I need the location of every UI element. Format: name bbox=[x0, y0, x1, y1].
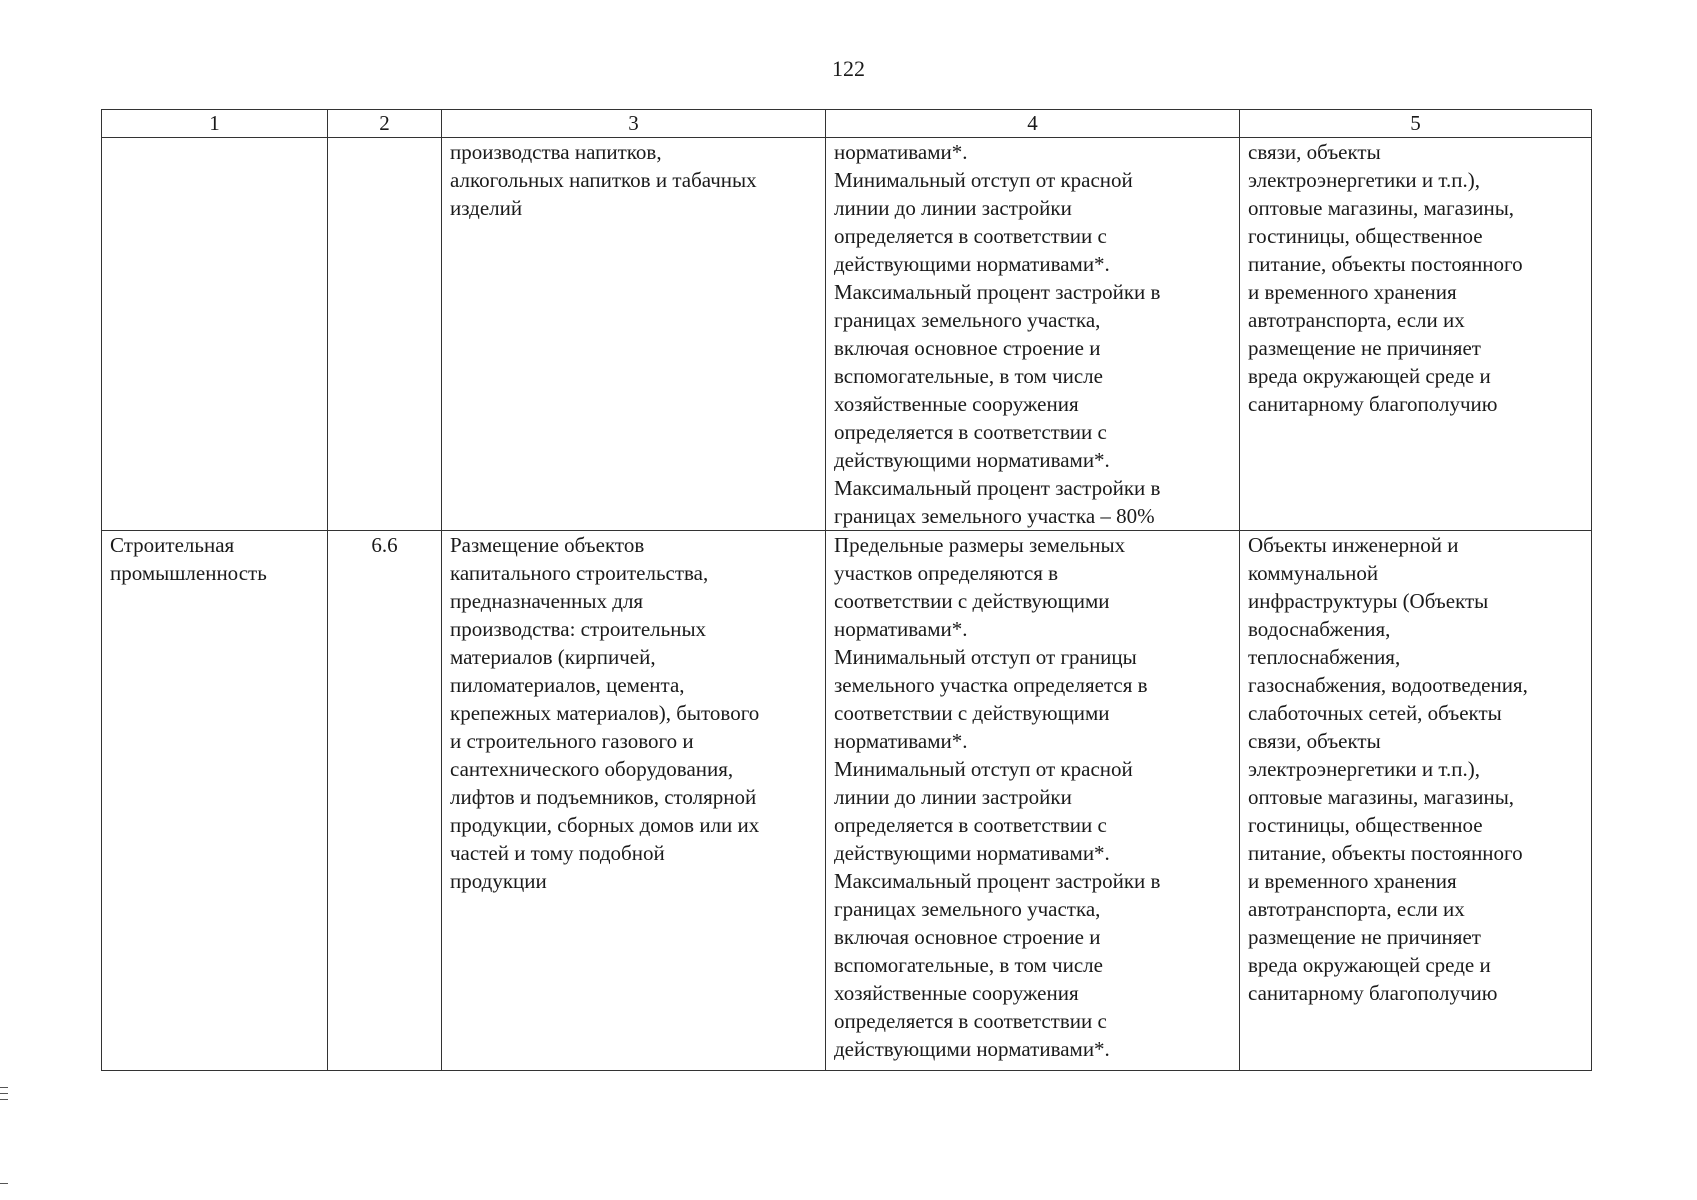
auxiliary-uses-cell: Объекты инженерной и коммунальной инфраструктуры (Объекты водоснабжения, теплоснабжения, газоснабжения, водоотведения, слаботочных сетей, объекты связи, объекты электроэнергетики и т.п.), оптовые магазины, магазины, гостиницы, общественное питание, объекты постоянного и временного хранения автотранспорта, если их размещение не причиняет вреда окружающей среде и санитарному благополучию bbox=[1240, 531, 1592, 1071]
land-use-code-cell: 6.6 bbox=[328, 531, 442, 1071]
land-use-description-cell: производства напитков, алкогольных напитков и табачных изделий bbox=[442, 138, 826, 531]
table-row bbox=[102, 138, 1592, 531]
land-use-description-cell: Размещение объектов капитального строительства, предназначенных для производства: строительных материалов (кирпичей, пиломатериалов, цемента, крепежных материалов), бытового и строительного газового и сантехнического оборудования, лифтов и подъемников, столярной продукции, сборных домов или их частей и тому подобной продукции bbox=[442, 531, 826, 1071]
land-use-code-cell bbox=[328, 138, 442, 531]
page-number: 122 bbox=[832, 56, 865, 81]
table-header-row bbox=[102, 110, 1592, 138]
scan-edge-mark bbox=[0, 1093, 8, 1094]
scan-edge-mark bbox=[0, 1099, 8, 1100]
auxiliary-uses-cell: связи, объекты электроэнергетики и т.п.), оптовые магазины, магазины, гостиницы, общественное питание, объекты постоянного и временного хранения автотранспорта, если их размещение не причиняет вреда окружающей среде и санитарному благополучию bbox=[1240, 138, 1592, 531]
column-header: 1 bbox=[102, 110, 328, 138]
column-header: 2 bbox=[328, 110, 442, 138]
land-use-name-cell bbox=[102, 138, 328, 531]
column-header: 5 bbox=[1240, 110, 1592, 138]
column-header: 3 bbox=[442, 110, 826, 138]
column-header: 4 bbox=[826, 110, 1240, 138]
table-row bbox=[102, 531, 1592, 1071]
parameters-cell: Предельные размеры земельных участков определяются в соответствии с действующими нормативами*. Минимальный отступ от границы земельного участка определяется в соответствии с действующими нормативами*. Минимальный отступ от красной линии до линии застройки определяется в соответствии с действующими нормативами*. Максимальный процент застройки в границах земельного участка, включая основное строение и вспомогательные, в том числе хозяйственные сооружения определяется в соответствии с действующими нормативами*. bbox=[826, 531, 1240, 1071]
scan-edge-mark bbox=[0, 1183, 8, 1184]
zoning-table bbox=[101, 109, 1592, 1071]
scan-edge-mark bbox=[0, 1087, 8, 1088]
land-use-name-cell: Строительная промышленность bbox=[102, 531, 328, 1071]
parameters-cell: нормативами*. Минимальный отступ от красной линии до линии застройки определяется в соответствии с действующими нормативами*. Максимальный процент застройки в границах земельного участка, включая основное строение и вспомогательные, в том числе хозяйственные сооружения определяется в соответствии с действующими нормативами*. Максимальный процент застройки в границах земельного участка – 80% bbox=[826, 138, 1240, 531]
